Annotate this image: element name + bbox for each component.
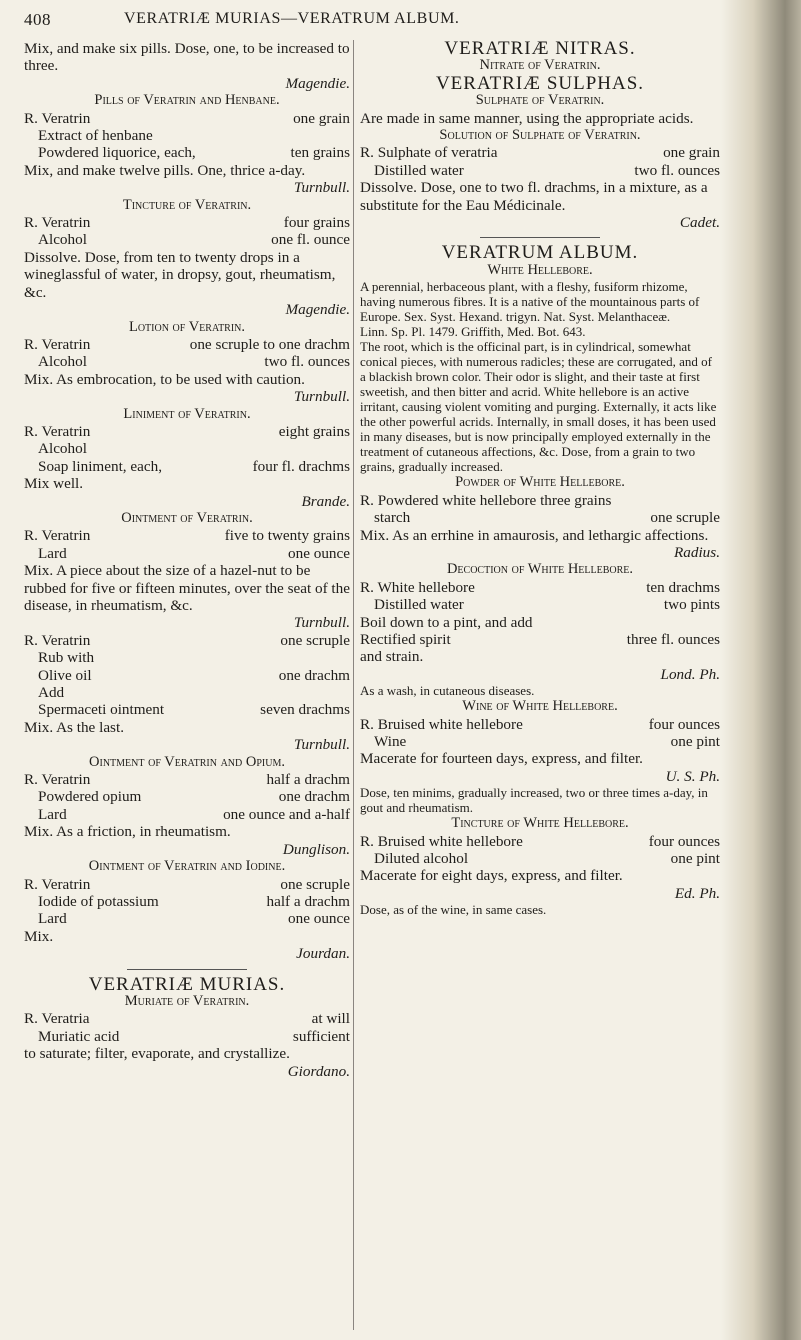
pills-text: Mix, and make twelve pills. One, thrice a-day. — [24, 161, 306, 179]
column-divider — [353, 40, 354, 1330]
solution-recipe — [360, 144, 720, 179]
recipe-quantity: one fl. ounce — [271, 231, 350, 249]
pills-author: Turnbull. — [293, 179, 350, 197]
recipe-line — [24, 353, 350, 370]
recipe-quantity: three fl. ounces — [626, 630, 720, 648]
recipe-line — [24, 1010, 350, 1027]
recipe-line — [360, 492, 720, 509]
recipe-quantity: two fl. ounces — [264, 353, 350, 371]
recipe-line — [24, 527, 350, 544]
ointment-title: Ointment of Veratrin. — [121, 509, 253, 526]
opium-text: Mix. As a friction, in rheumatism. — [24, 823, 231, 841]
recipe-ingredient: Lard — [38, 544, 67, 562]
recipe-quantity: ten drachms — [646, 578, 720, 596]
lotion-text: Mix. As embrocation, to be used with caution. — [24, 370, 305, 388]
recipe-line — [24, 910, 350, 927]
recipe-line — [24, 231, 350, 248]
pills-recipe — [24, 110, 350, 162]
decoction-strain: and strain. — [360, 648, 424, 666]
recipe-quantity: four fl. drachms — [252, 457, 350, 475]
recipe-line — [24, 127, 350, 144]
recipe-quantity: one ounce — [288, 910, 350, 928]
recipe-line — [24, 214, 350, 231]
murias-text: to saturate; filter, evaporate, and crystallize. — [24, 1045, 290, 1063]
intro-author: Magendie. — [285, 74, 350, 92]
tinct-author: Ed. Ph. — [674, 884, 720, 902]
recipe-ingredient: R. Veratrin — [24, 109, 91, 127]
decoction-author: Lond. Ph. — [660, 665, 720, 683]
recipe-quantity: one grain — [663, 144, 720, 162]
powder-title: Powder of White Hellebore. — [455, 474, 625, 491]
solution-title: Solution of Sulphate of Veratrin. — [439, 127, 641, 144]
recipe-ingredient: R. Veratrin — [24, 771, 91, 789]
recipe-ingredient: Muriatic acid — [38, 1027, 120, 1045]
recipe-line — [24, 806, 350, 823]
decoction-recipe-2 — [360, 631, 720, 648]
ointment2-author: Turnbull. — [293, 736, 350, 754]
intro-text: Mix, and make six pills. Dose, one, to be increased to three. — [24, 40, 350, 75]
recipe-quantity: four grains — [283, 214, 350, 232]
sulphas-title: VERATRIÆ SULPHAS. — [435, 72, 645, 94]
iodine-recipe — [24, 876, 350, 928]
recipe-ingredient: Wine — [374, 732, 407, 750]
ointment2-recipe — [24, 632, 350, 719]
recipe-line — [24, 632, 350, 649]
recipe-ingredient: R. Veratrin — [24, 527, 91, 545]
recipe-line — [24, 667, 350, 684]
recipe-line — [24, 684, 350, 701]
liniment-recipe — [24, 423, 350, 475]
sulphas-subtitle: Sulphate of Veratrin. — [475, 92, 605, 109]
murias-author: Giordano. — [287, 1062, 350, 1080]
recipe-line — [360, 144, 720, 161]
recipe-quantity: half a drachm — [266, 771, 350, 789]
recipe-ingredient: Lard — [38, 910, 67, 928]
recipe-quantity: one drachm — [278, 666, 350, 684]
wine-text: Macerate for fourteen days, express, and filter. — [360, 750, 643, 768]
murias-recipe — [24, 1010, 350, 1045]
decoction-text: Boil down to a pint, and add — [360, 613, 533, 631]
opium-author: Dunglison. — [282, 840, 350, 858]
recipe-quantity: at will — [311, 1010, 350, 1028]
tinct-title: Tincture of White Hellebore. — [451, 815, 629, 832]
recipe-ingredient: Distilled water — [374, 161, 464, 179]
recipe-line — [24, 545, 350, 562]
recipe-quantity: two fl. ounces — [634, 161, 720, 179]
recipe-ingredient: R. Veratrin — [24, 631, 91, 649]
powder-author: Radius. — [674, 543, 720, 561]
nitras-subtitle: Nitrate of Veratrin. — [479, 57, 601, 74]
recipe-ingredient: Powdered opium — [38, 788, 142, 806]
recipe-ingredient: starch — [374, 509, 411, 527]
right-column — [360, 40, 720, 917]
recipe-ingredient: Alcohol — [38, 231, 87, 249]
recipe-quantity: one scruple — [280, 631, 350, 649]
recipe-ingredient: Extract of henbane — [38, 127, 153, 145]
pills-title: Pills of Veratrin and Henbane. — [94, 92, 280, 109]
running-head: VERATRIÆ MURIAS—VERATRUM ALBUM. — [124, 10, 460, 27]
powder-recipe — [360, 492, 720, 527]
adjacent-page-edge — [721, 0, 801, 1340]
recipe-line — [24, 1028, 350, 1045]
recipe-line — [24, 701, 350, 718]
recipe-line — [24, 423, 350, 440]
liniment-text: Mix well. — [24, 475, 84, 493]
tincture-title: Tincture of Veratrin. — [122, 196, 252, 213]
left-column — [24, 40, 350, 1080]
ointment2-text: Mix. As the last. — [24, 718, 124, 736]
lotion-author: Turnbull. — [293, 388, 350, 406]
recipe-ingredient: R. Bruised white hellebore — [360, 715, 523, 733]
recipe-line — [24, 649, 350, 666]
page-number: 408 — [24, 10, 51, 29]
wine-title: Wine of White Hellebore. — [462, 698, 618, 715]
recipe-line — [360, 716, 720, 733]
recipe-line — [24, 771, 350, 788]
ointment-author: Turnbull. — [293, 614, 350, 632]
recipe-quantity: half a drachm — [266, 892, 350, 910]
recipe-line — [24, 788, 350, 805]
lotion-recipe — [24, 336, 350, 371]
recipe-ingredient: R. Veratrin — [24, 875, 91, 893]
decoction-recipe — [360, 579, 720, 614]
powder-text: Mix. As an errhine in amaurosis, and lethargic affections. — [360, 526, 709, 544]
wine-note: Dose, ten minims, gradually increased, two or three times a-day, in gout and rheumatism. — [360, 785, 708, 816]
tincture-recipe — [24, 214, 350, 249]
recipe-ingredient: Rectified spirit — [360, 630, 451, 648]
album-description: A perennial, herbaceous plant, with a fleshy, fusiform rhizome, having numerous fibres. It is a native of the mountainous parts of Europe. Sex. Syst. Hexand. trigyn. Nat. Syst. Melanthaceæ. — [360, 279, 700, 325]
wine-author: U. S. Ph. — [665, 767, 720, 785]
recipe-ingredient: R. Veratrin — [24, 422, 91, 440]
solution-author: Cadet. — [679, 214, 720, 232]
recipe-quantity: one scruple — [280, 875, 350, 893]
ointment-recipe — [24, 527, 350, 562]
opium-title: Ointment of Veratrin and Opium. — [89, 753, 285, 770]
iodine-author: Jourdan. — [296, 945, 350, 963]
recipe-line — [24, 876, 350, 893]
recipe-ingredient: R. Veratrin — [24, 214, 91, 232]
recipe-ingredient: Alcohol — [38, 353, 87, 371]
nitras-title: VERATRIÆ NITRAS. — [444, 38, 636, 59]
recipe-quantity: one ounce — [288, 544, 350, 562]
tinct-recipe — [360, 833, 720, 868]
album-subtitle: White Hellebore. — [487, 261, 593, 278]
recipe-quantity: five to twenty grains — [224, 527, 350, 545]
recipe-quantity: eight grains — [278, 422, 350, 440]
recipe-quantity: four ounces — [648, 715, 720, 733]
recipe-quantity: one drachm — [278, 788, 350, 806]
murias-title: VERATRIÆ MURIAS. — [88, 973, 286, 995]
tinct-note: Dose, as of the wine, in same cases. — [360, 902, 547, 918]
iodine-title: Ointment of Veratrin and Iodine. — [88, 858, 286, 875]
recipe-line — [360, 733, 720, 750]
iodine-text: Mix. — [24, 927, 54, 945]
recipe-ingredient: Diluted alcohol — [374, 850, 469, 867]
recipe-ingredient: Iodide of potassium — [38, 892, 159, 910]
tincture-text: Dissolve. Dose, from ten to twenty drops in a wineglassful of water, in dropsy, gout, rheumatism, &c. — [24, 248, 336, 301]
decoction-note: As a wash, in cutaneous diseases. — [360, 683, 535, 699]
recipe-ingredient: Soap liniment, each, — [38, 457, 162, 475]
recipe-line — [24, 458, 350, 475]
tinct-text: Macerate for eight days, express, and filter. — [360, 867, 623, 885]
opium-recipe — [24, 771, 350, 823]
album-references: Linn. Sp. Pl. 1479. Griffith, Med. Bot. 643. — [360, 324, 586, 340]
recipe-ingredient: Distilled water — [374, 596, 464, 614]
page-header — [24, 6, 754, 34]
liniment-author: Brande. — [301, 492, 350, 510]
recipe-ingredient: Rub with — [38, 649, 95, 667]
tincture-author: Magendie. — [285, 301, 350, 319]
recipe-line — [360, 833, 720, 850]
recipe-quantity: seven drachms — [260, 701, 350, 719]
recipe-line — [24, 110, 350, 127]
recipe-quantity: two pints — [663, 596, 720, 614]
recipe-line — [360, 579, 720, 596]
recipe-ingredient: R. Veratria — [24, 1010, 90, 1028]
recipe-ingredient: R. Sulphate of veratria — [360, 144, 498, 162]
section-rule — [480, 237, 600, 238]
solution-text: Dissolve. Dose, one to two fl. drachms, in a mixture, as a substitute for the Eau Médicinale. — [360, 179, 708, 214]
ointment-text: Mix. A piece about the size of a hazel-nut to be rubbed for five or fifteen minutes, over the seat of the disease, in rheumatism, &c. — [24, 562, 350, 614]
section-rule — [127, 969, 247, 970]
recipe-quantity: one scruple to one drachm — [189, 335, 350, 353]
recipe-line — [24, 440, 350, 457]
recipe-quantity: ten grains — [290, 144, 350, 162]
album-title: VERATRUM ALBUM. — [441, 242, 639, 264]
recipe-line — [360, 509, 720, 526]
wine-recipe — [360, 716, 720, 751]
lotion-title: Lotion of Veratrin. — [128, 318, 246, 335]
album-root-text: The root, which is the officinal part, is in cylindrical, somewhat conical pieces, with numerous radicles; these are corrugated, and of a blackish brown color. Their odor is slight, and their taste at first sweetish, and then bitter and acrid. White hellebore is an active irritant, causing violent vomiting and purging. Externally, it acts like the other powerful acrids. Internally, in small doses, it has been used in many diseases, but is now principally employed externally in the treatment of cutaneous affections, &c. Dose, from a grain to two grains, gradually increased. — [360, 339, 717, 475]
recipe-quantity: four ounces — [648, 832, 720, 850]
recipe-ingredient: Powdered liquorice, each, — [38, 144, 196, 162]
decoction-title: Decoction of White Hellebore. — [446, 561, 634, 578]
recipe-ingredient: R. Powdered white hellebore three grains — [360, 491, 612, 509]
recipe-ingredient: Lard — [38, 805, 67, 823]
sulphas-text: Are made in same manner, using the appropriate acids. — [360, 109, 694, 127]
recipe-line — [24, 336, 350, 353]
recipe-line — [24, 893, 350, 910]
recipe-quantity: one pint — [670, 732, 720, 750]
recipe-line — [360, 162, 720, 179]
recipe-line — [360, 596, 720, 613]
recipe-quantity: one grain — [293, 109, 350, 127]
recipe-quantity: one scruple — [650, 509, 720, 527]
recipe-quantity: sufficient — [292, 1027, 350, 1045]
recipe-ingredient: R. Veratrin — [24, 335, 91, 353]
recipe-line — [360, 850, 720, 867]
recipe-ingredient: Spermaceti ointment — [38, 701, 165, 719]
recipe-ingredient: Olive oil — [38, 666, 92, 684]
liniment-title: Liniment of Veratrin. — [123, 405, 251, 422]
recipe-ingredient: Alcohol — [38, 440, 87, 458]
recipe-line — [24, 144, 350, 161]
recipe-ingredient: R. White hellebore — [360, 578, 475, 596]
recipe-quantity: one ounce and a-half — [223, 805, 350, 823]
recipe-ingredient: Add — [38, 684, 65, 702]
recipe-ingredient: R. Bruised white hellebore — [360, 832, 523, 850]
murias-subtitle: Muriate of Veratrin. — [124, 992, 250, 1009]
recipe-quantity: one pint — [670, 850, 720, 867]
recipe-line — [360, 631, 720, 648]
